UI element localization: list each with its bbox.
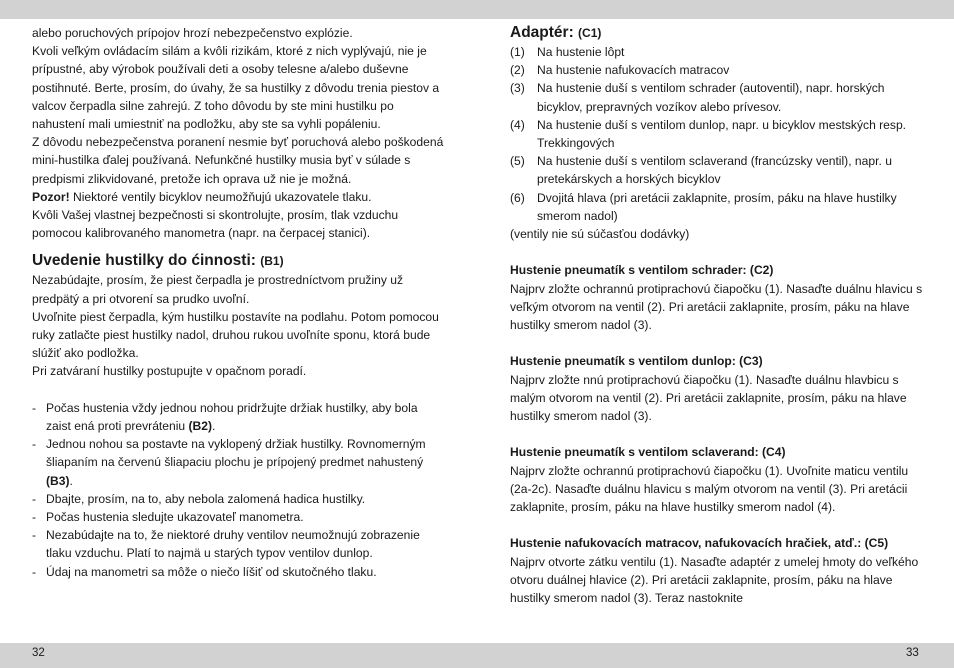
bullet-item: - Jednou nohou sa postavte na vyklopený držiak hustilky. Rovnomerným šliapaním na červenú šliapaciu plochu je prípojený predmet nahustený (B3).: [32, 435, 444, 490]
adapter-item: (6) Dvojitá hlava (pri aretácii zaklapnite, prosím, páku na hlave hustilky smerom nadol): [510, 190, 897, 223]
page-number-left: 32: [32, 647, 45, 659]
section-title-dunlop: Hustenie pneumatík s ventilom dunlop: (C3): [510, 354, 763, 369]
section-heading-startup: [32, 251, 444, 271]
warning-text: Niektoré ventily bicyklov neumožňujú ukazovatele tlaku.: [69, 189, 372, 204]
bullet-item: - Údaj na manometri sa môže o niečo líšiť od skutočného tlaku.: [32, 563, 444, 581]
section-body-schrader: Najprv zložte ochrannú protiprachovú čiapočku (1). Nasaďte duálnu hlavicu s veľkým otvorom na ventil (2). Pri aretácii zaklapnite, prosím, páku na hlave hustilky smerom nadol (3).: [510, 281, 923, 333]
section-body-mattresses: Najprv otvorte zátku ventilu (1). Nasaďte adaptér z umelej hmoty do veľkého otvoru duálnej hlavice (2). Pri aretácii zaklapnite, prosím, páku na hlave hustilky smerom nadol (3). Teraz nastoknite: [510, 554, 919, 606]
adapter-item: (5) Na hustenie duší s ventilom sclaverand (francúzsky ventil), napr. u pretekárskych a horských bicyklov: [510, 154, 892, 187]
figure-ref: (B3): [46, 473, 70, 488]
adapter-item: (2) Na hustenie nafukovacích matracov: [510, 63, 730, 78]
intro-paragraph-3: Z dôvodu nebezpečenstva poranení nesmie byť poruchová alebo poškodená mini-hustilka ďalej používaná. Nefunkčné hustilky musia byť v súlade s predpismi zlikvidované, pretože ich oprava už nie je možná.: [32, 135, 444, 186]
section-title-schrader: Hustenie pneumatík s ventilom schrader: (C2): [510, 263, 774, 278]
section-body-sclaverand: Najprv zložte ochrannú protiprachovú čiapočku (1). Uvoľnite maticu ventilu (2a-2c). Nasaďte duálnu hlavicu s malým otvorom na ventil (3). Pri aretácii zaklapnite, prosím, páku na hlave hustilky smerom nadol (4).: [510, 463, 909, 515]
section-heading-adapter: [510, 23, 926, 43]
warning-paragraph: [32, 188, 444, 206]
intro-paragraph-2: Kvoli veľkým ovládacím silám a kvôli rizikám, ktoré z nich vyplývajú, nie je prípustné, aby výrobok používali deti a osoby telesne a/alebo duševne postihnuté. Berte, prosím, do úvahy, že sa hustilky z dôvodu trenia piestov a valcov čerpadla silne zahrejú. Z toho dôvodu by ste mini hustilku po nahustení mali umiestniť na podložku, aby ste sa vyhli popáleniu.: [32, 44, 440, 132]
heading-code: (C1): [578, 26, 602, 40]
section-title-sclaverand: Hustenie pneumatík s ventilom sclaverand: (C4): [510, 445, 786, 460]
top-bar: [0, 0, 954, 19]
spacer: [510, 334, 926, 352]
heading-code: (B1): [260, 254, 284, 269]
body-paragraph-3: Pri zatváraní hustilky postupujte v opačnom poradí.: [32, 364, 307, 379]
adapter-item: (3) Na hustenie duší s ventilom schrader (autoventil), napr. horských bicyklov, prepravných vozíkov alebo prívesov.: [510, 81, 885, 114]
bullet-item: - Počas hustenia vždy jednou nohou pridržujte držiak hustilky, aby bola zaist ená proti prevráteniu (B2).: [32, 399, 444, 435]
section-title-mattresses: Hustenie nafukovacích matracov, nafukovacích hračiek, atď.: (C5): [510, 536, 889, 551]
adapter-item: (4) Na hustenie duší s ventilom dunlop, napr. u bicyklov mestských resp. Trekkingových: [510, 117, 907, 151]
page-number-right: 33: [906, 647, 919, 659]
bullet-item: - Počas hustenia sledujte ukazovateľ manometra.: [32, 508, 444, 526]
body-paragraph-1: Nezabúdajte, prosím, že piest čerpadla je prostredníctvom pružiny už predpätý a pri otvorení sa prudko uvoľní.: [32, 273, 404, 306]
adapters-note: (ventily nie sú súčasťou dodávky): [510, 227, 690, 242]
warning-label: Pozor!: [32, 189, 70, 204]
bottom-bar: [0, 643, 954, 668]
heading-text: Uvedenie hustilky do ćinnosti:: [32, 252, 256, 270]
spacer: [510, 425, 926, 443]
safety-paragraph: Kvôli Vašej vlastnej bezpečnosti si skontrolujte, prosím, tlak vzduchu pomocou kalibrovaného manometra (napr. na čerpacej stanici).: [32, 208, 399, 241]
adapter-item: (1) Na hustenie lôpt: [510, 45, 625, 59]
heading-text: Adaptér:: [510, 24, 574, 41]
spacer: [510, 243, 926, 261]
spacer: [32, 381, 444, 399]
bullet-item: - Nezabúdajte na to, že niektoré druhy ventilov neumožnujú zobrazenie tlaku vzduchu. Platí to najmä u starých typov ventilov dunlop.: [32, 526, 444, 562]
right-page-column: [510, 23, 926, 607]
figure-ref: (B2): [188, 419, 213, 434]
spacer: [510, 516, 926, 534]
intro-paragraph-1: alebo poruchových prípojov hrozí nebezpečenstvo explózie.: [32, 26, 353, 40]
section-body-dunlop: Najprv zložte nnú protiprachovú čiapočku (1). Nasaďte duálnu hlavbicu s malým otvorom na ventil (2). Pri aretácii zaklapnite, prosím, páku na hlave hustilky smerom nadol (3).: [510, 372, 907, 424]
bullet-item: - Dbajte, prosím, na to, aby nebola zalomená hadica hustilky.: [32, 490, 444, 508]
body-paragraph-2: Uvoľnite piest čerpadla, kým hustilku postavíte na podlahu. Potom pomocou ruky zatlačte piest hustilky nadol, druhou rukou uvoľníte sponu, ktorá bude slúžiť ako podložka.: [32, 309, 439, 361]
left-page-column: [32, 24, 444, 581]
